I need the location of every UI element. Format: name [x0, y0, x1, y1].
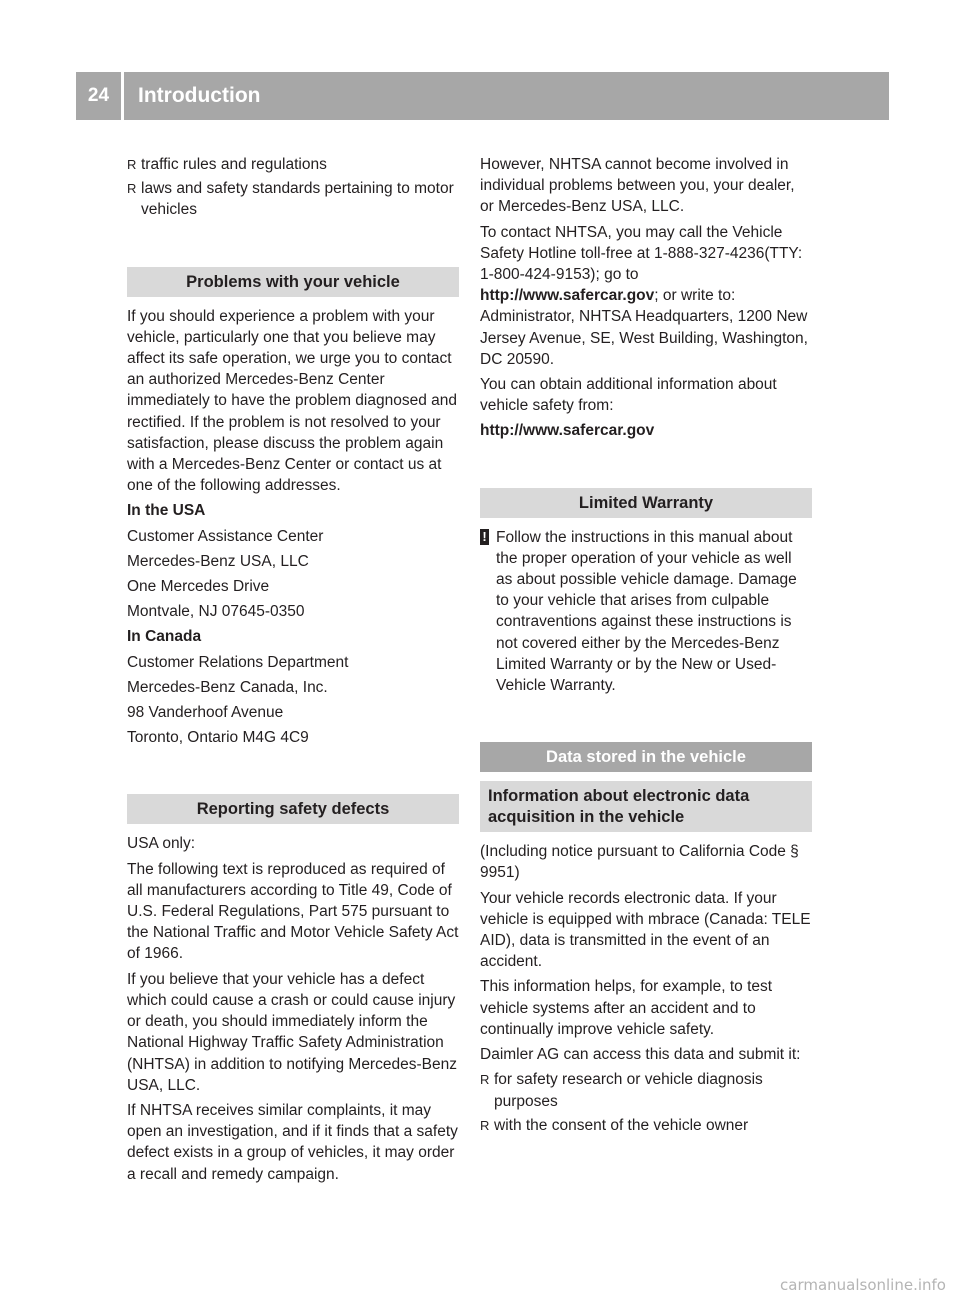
paragraph: If NHTSA receives similar complaints, it may open an investigation, and if it finds that a safety defect exists in a group of vehicles, it may order a recall and remedy campaign.: [127, 1101, 458, 1183]
address-line: Toronto, Ontario M4G 4C9: [127, 729, 309, 747]
address-line: Mercedes-Benz USA, LLC: [127, 552, 309, 570]
section-heading-warranty: Limited Warranty: [480, 488, 812, 518]
address-line: Customer Relations Department: [127, 653, 349, 671]
paragraph: This information helps, for example, to test vehicle systems after an accident and to continually improve vehicle safety.: [480, 978, 773, 1038]
address-label-usa: In the USA: [127, 502, 206, 520]
bullet-mark: R: [127, 181, 137, 197]
watermark: carmanualsonline.info: [780, 1276, 946, 1294]
bullet-mark: R: [127, 157, 137, 172]
bullet-mark: R: [480, 1072, 490, 1088]
notice-block: [480, 527, 812, 697]
notice-text: Follow the instructions in this manual about the proper operation of your vehicle as well as about possible vehicle damage. Damage to your vehicle that arises from culpable contraventions against these instructions is not covered either by the Mercedes-Benz Limited Warranty or by the New or Used-Vehicle Warranty.: [496, 528, 797, 695]
left-column: [127, 154, 459, 1189]
safercar-link[interactable]: http://www.safercar.gov: [480, 422, 655, 440]
list-item: R traffic rules and regulations: [127, 154, 459, 175]
paragraph: However, NHTSA cannot become involved in individual problems between you, your dealer, or Mercedes-Benz USA, LLC.: [480, 156, 795, 216]
paragraph: (Including notice pursuant to California Code § 9951): [480, 843, 799, 882]
list-item: R laws and safety standards pertaining to motor vehicles: [127, 178, 459, 220]
address-line: Mercedes-Benz Canada, Inc.: [127, 678, 328, 696]
subsection-heading-electronic-data: Information about electronic data acquisition in the vehicle: [480, 781, 812, 832]
paragraph: Daimler AG can access this data and submit it:: [480, 1046, 801, 1064]
address-line: 98 Vanderhoof Avenue: [127, 704, 284, 722]
list-item: R for safety research or vehicle diagnosis purposes: [480, 1069, 812, 1111]
safercar-link[interactable]: http://www.safercar.gov: [480, 287, 655, 305]
address-label-canada: In Canada: [127, 628, 202, 646]
page-title: Introduction: [138, 84, 261, 107]
paragraph: If you should experience a problem with your vehicle, particularly one that you believe may affect its safe operation, we urge you to contact an authorized Mercedes-Benz Center immediately to have the problem diagnosed and rectified. If the problem is not resolved to your satisfaction, please discuss the problem again with a Mercedes-Benz Center or contact us at one of the following addresses.: [127, 307, 458, 495]
page-number: 24: [76, 72, 124, 120]
paragraph: Your vehicle records electronic data. If your vehicle is equipped with mbrace (Canada: TELE AID), data is transmitted in the event of an accident.: [480, 889, 811, 971]
section-heading-data-stored: Data stored in the vehicle: [480, 742, 812, 772]
right-column: [480, 154, 812, 1139]
address-line: One Mercedes Drive: [127, 578, 270, 596]
bullet-mark: R: [480, 1117, 490, 1133]
section-heading-problems: Problems with your vehicle: [127, 267, 459, 297]
paragraph: The following text is reproduced as required of all manufacturers according to Title 49, Code of U.S. Federal Regulations, Part 575 pursuant to the National Traffic and Motor Vehicle Safety Act of 1966.: [127, 860, 459, 963]
paragraph: To contact NHTSA, you may call the Vehicle Safety Hotline toll-free at 1-888-327-4236(TTY: 1-800-424-9153); go to http://www.safercar.gov; or write to: Administrator, NHTSA Headquarters, 1200 New Jersey Avenue, SE, West Building, Washington, DC 20590.: [480, 223, 808, 368]
section-heading-reporting: Reporting safety defects: [127, 794, 459, 824]
warning-icon: !: [480, 527, 496, 697]
list-item: R with the consent of the vehicle owner: [480, 1115, 812, 1136]
paragraph: You can obtain additional information about vehicle safety from:: [480, 376, 777, 415]
paragraph: USA only:: [127, 835, 196, 853]
paragraph: If you believe that your vehicle has a defect which could cause a crash or could cause injury or death, you should immediately inform the National Highway Traffic Safety Administration (NHTSA) in addition to notifying Mercedes-Benz USA, LLC.: [127, 970, 457, 1094]
address-line: Montvale, NJ 07645-0350: [127, 603, 305, 621]
page-header: [76, 72, 889, 120]
address-line: Customer Assistance Center: [127, 527, 324, 545]
